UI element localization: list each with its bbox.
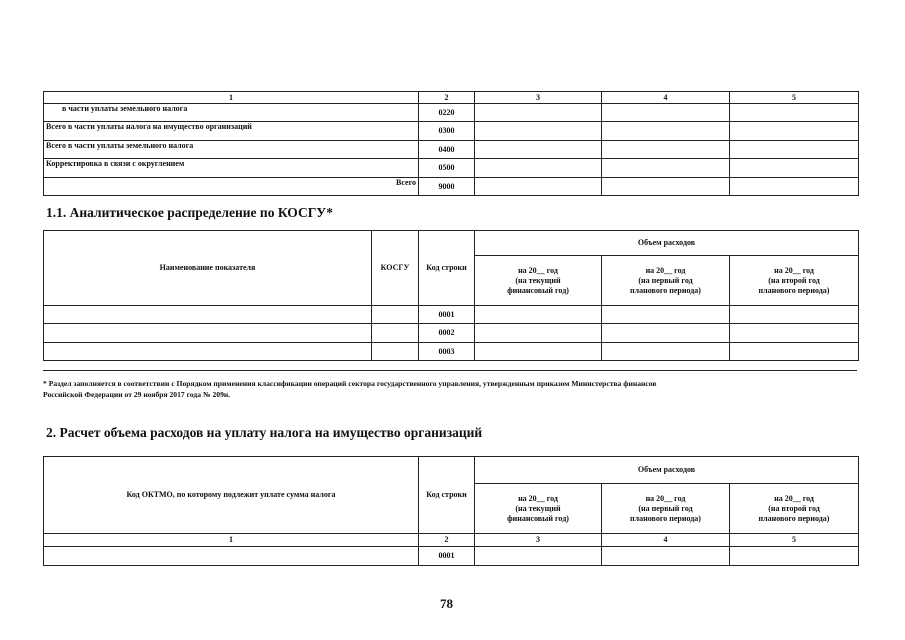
- column-header-year-first: [602, 256, 730, 306]
- value-cell: [44, 547, 419, 566]
- column-header-code: Код строки: [419, 457, 475, 534]
- table-row: [44, 547, 859, 566]
- value-cell: [602, 141, 730, 159]
- value-cell: [730, 178, 859, 196]
- column-header-volume: Объем расходов: [475, 457, 859, 484]
- value-cell: [730, 547, 859, 566]
- footnote-line: Российской Федерации от 29 ноября 2017 года № 209н.: [43, 390, 231, 399]
- row-code: 0400: [419, 141, 475, 159]
- year-line: финансовый год): [507, 513, 569, 523]
- year-line: (на текущий: [515, 275, 561, 285]
- row-code: 0500: [419, 159, 475, 178]
- value-cell: [44, 324, 372, 343]
- value-cell: [602, 343, 730, 361]
- header-cell: 3: [475, 92, 602, 104]
- header-cell: 1: [44, 92, 419, 104]
- row-label: Корректировка в связи с округлением: [44, 159, 419, 178]
- value-cell: [475, 159, 602, 178]
- value-cell: [602, 159, 730, 178]
- year-line: на 20__ год: [645, 265, 686, 275]
- header-cell: 4: [602, 92, 730, 104]
- year-line: (на второй год: [768, 503, 820, 513]
- section-title-kosgu: 1.1. Аналитическое распределение по КОСГУ*: [46, 205, 333, 220]
- value-cell: [602, 104, 730, 122]
- value-cell: [730, 104, 859, 122]
- column-header-oktmo: Код ОКТМО, по которому подлежит уплате сумма налога: [44, 457, 419, 534]
- column-header-year-first: [602, 484, 730, 534]
- column-header-year-second: [730, 256, 859, 306]
- row-code: 0001: [419, 306, 475, 324]
- year-line: планового периода): [758, 513, 830, 523]
- value-cell: [730, 343, 859, 361]
- value-cell: [475, 306, 602, 324]
- year-line: на 20__ год: [774, 265, 814, 275]
- row-label: Всего в части уплаты земельного налога: [44, 141, 419, 159]
- table-header-row: [44, 534, 859, 547]
- value-cell: [372, 324, 419, 343]
- table-row: [44, 122, 859, 141]
- table-row: [44, 324, 859, 343]
- column-header-year-current: [475, 256, 602, 306]
- total-label: Всего: [44, 178, 419, 196]
- value-cell: [372, 306, 419, 324]
- column-header-volume: Объем расходов: [475, 231, 859, 256]
- header-cell: 1: [44, 534, 419, 547]
- value-cell: [602, 178, 730, 196]
- header-cell: 4: [602, 534, 730, 547]
- value-cell: [602, 324, 730, 343]
- value-cell: [44, 343, 372, 361]
- column-header-year-second: [730, 484, 859, 534]
- table-row: [44, 159, 859, 178]
- year-line: (на первый год: [638, 503, 693, 513]
- year-line: (на первый год: [638, 275, 693, 285]
- page-number: 78: [440, 596, 453, 611]
- value-cell: [372, 343, 419, 361]
- table-continuation: [43, 91, 859, 196]
- year-line: на 20__ год: [518, 265, 558, 275]
- table-row: [44, 306, 859, 324]
- table-kosgu: [43, 230, 859, 361]
- table-total-row: [44, 178, 859, 196]
- column-header-code: Код строки: [419, 231, 475, 306]
- value-cell: [475, 122, 602, 141]
- value-cell: [475, 141, 602, 159]
- table-header-row: [44, 92, 859, 104]
- value-cell: [730, 159, 859, 178]
- year-line: (на текущий: [515, 503, 561, 513]
- value-cell: [602, 547, 730, 566]
- row-code: 0002: [419, 324, 475, 343]
- table-row: [44, 141, 859, 159]
- year-line: планового периода): [630, 285, 701, 295]
- year-line: на 20__ год: [518, 493, 558, 503]
- year-line: (на второй год: [768, 275, 820, 285]
- table-row: [44, 343, 859, 361]
- year-line: на 20__ год: [774, 493, 814, 503]
- footnote-separator: [43, 370, 857, 371]
- header-cell: 2: [419, 534, 475, 547]
- row-label: в части уплаты земельного налога: [44, 104, 419, 122]
- value-cell: [730, 141, 859, 159]
- footnote: [43, 378, 863, 400]
- value-cell: [44, 306, 372, 324]
- value-cell: [475, 324, 602, 343]
- header-cell: 2: [419, 92, 475, 104]
- table-row: [44, 104, 859, 122]
- column-header-year-current: [475, 484, 602, 534]
- table-tax: [43, 456, 859, 566]
- year-line: на 20__ год: [645, 493, 686, 503]
- value-cell: [730, 324, 859, 343]
- value-cell: [475, 547, 602, 566]
- column-header-name: Наименование показателя: [44, 231, 372, 306]
- header-cell: 5: [730, 92, 859, 104]
- total-code: 9000: [419, 178, 475, 196]
- year-line: планового периода): [758, 285, 830, 295]
- row-code: 0220: [419, 104, 475, 122]
- column-header-kosgu: КОСГУ: [372, 231, 419, 306]
- value-cell: [602, 122, 730, 141]
- row-code: 0001: [419, 547, 475, 566]
- row-code: 0003: [419, 343, 475, 361]
- value-cell: [475, 343, 602, 361]
- row-label: Всего в части уплаты налога на имущество организаций: [44, 122, 419, 141]
- value-cell: [730, 122, 859, 141]
- year-line: финансовый год): [507, 285, 569, 295]
- value-cell: [475, 104, 602, 122]
- row-code: 0300: [419, 122, 475, 141]
- year-line: планового периода): [630, 513, 701, 523]
- value-cell: [730, 306, 859, 324]
- header-cell: 5: [730, 534, 859, 547]
- value-cell: [602, 306, 730, 324]
- header-cell: 3: [475, 534, 602, 547]
- footnote-line: * Раздел заполняется в соответствии с Порядком применения классификации операций сектора государственного управления, утвержденным приказом Министерства финансов: [43, 379, 657, 388]
- value-cell: [475, 178, 602, 196]
- section-title-tax: 2. Расчет объема расходов на уплату налога на имущество организаций: [46, 425, 483, 440]
